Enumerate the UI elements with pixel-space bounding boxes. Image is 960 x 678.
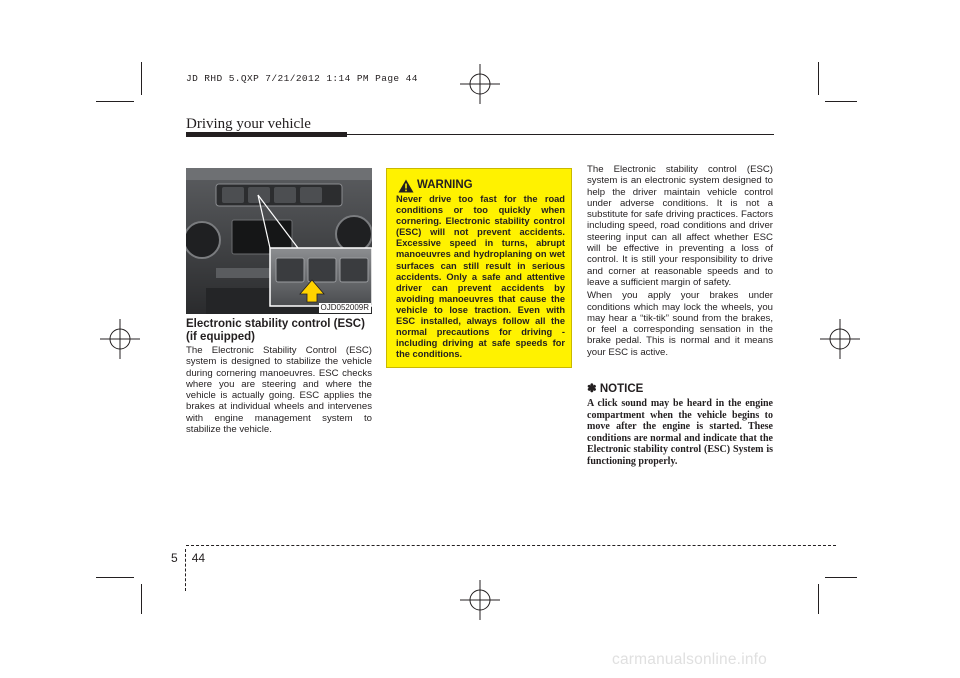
page-section-title: Driving your vehicle (186, 116, 311, 132)
warning-triangle-icon (398, 179, 414, 193)
footer-rule (186, 545, 836, 546)
notice-symbol-icon: ✽ (587, 383, 597, 395)
registration-mark-icon (460, 580, 500, 620)
registration-mark-icon (100, 319, 140, 359)
warning-box (386, 168, 572, 368)
esc-active-paragraph: When you apply your brakes under conditions which may lock the wheels, you may hear a “tik-tik” sound from the brakes, or feel a corresponding sensation in the brake pedal. This is normal and it means your ESC is active. (587, 290, 773, 358)
notice-title-text: NOTICE (599, 383, 644, 395)
registration-mark-icon (460, 64, 500, 104)
right-column (587, 164, 773, 360)
crop-mark (141, 584, 142, 614)
notice-text: A click sound may be heard in the engine compartment when the vehicle begins to move after the engine is started. These conditions are normal and indicate that the Electronic stability control (ESC) System is functioning properly. (587, 398, 773, 467)
page-number (171, 551, 205, 565)
figure-label: OJD052009R (320, 303, 369, 312)
section-number: 5 (171, 551, 178, 565)
page-number-value: 44 (191, 551, 206, 565)
crop-mark (818, 62, 819, 95)
print-slug: JD RHD 5.QXP 7/21/2012 1:14 PM Page 44 (186, 73, 418, 84)
esc-description: The Electronic Stability Control (ESC) system is designed to stabilize the vehicle during cornering manoeuvres. ESC checks where you are steering and where the vehicle is actually going. ESC applies the brakes at individual wheels and intervenes with engine management system to stabilize the vehicle. (186, 345, 372, 436)
crop-mark (96, 101, 134, 102)
esc-system-paragraph: The Electronic stability control (ESC) system is an electronic system designed to help the driver maintain vehicle control under adverse conditions. It is not a substitute for safe driving practices. Factors including speed, road conditions and driver steering input can all affect whether ESC will be effective in preventing a loss of control. It is still your responsibility to drive and corner at reasonable speeds and to leave a sufficient margin of safety. (587, 164, 773, 288)
crop-mark (96, 577, 134, 578)
site-watermark: carmanualsonline.info (612, 651, 767, 668)
registration-mark-icon (820, 319, 860, 359)
esc-button-photo (186, 168, 372, 314)
crop-mark (818, 584, 819, 614)
crop-mark (825, 577, 857, 578)
crop-mark (141, 62, 142, 95)
crop-mark (825, 101, 857, 102)
warning-title: WARNING (417, 179, 473, 191)
warning-text: Never drive too fast for the road conditions or too quickly when cornering. Electronic stability control (ESC) will not prevent accidents. Excessive speed in turns, abrupt manoeuvres and hydroplaning on wet surfaces can still result in serious accidents. Only a safe and attentive driver can prevent accidents by avoiding manoeuvres that cause the vehicle to lose traction. Even with ESC installed, always follow all the normal precautions for driving - including driving at safe speeds for the conditions. (396, 194, 565, 360)
section-heading: Electronic stability control (ESC) (if equipped) (186, 318, 365, 343)
header-rule-accent (186, 132, 347, 137)
dashboard-illustration (186, 168, 372, 314)
notice-title (587, 381, 643, 395)
